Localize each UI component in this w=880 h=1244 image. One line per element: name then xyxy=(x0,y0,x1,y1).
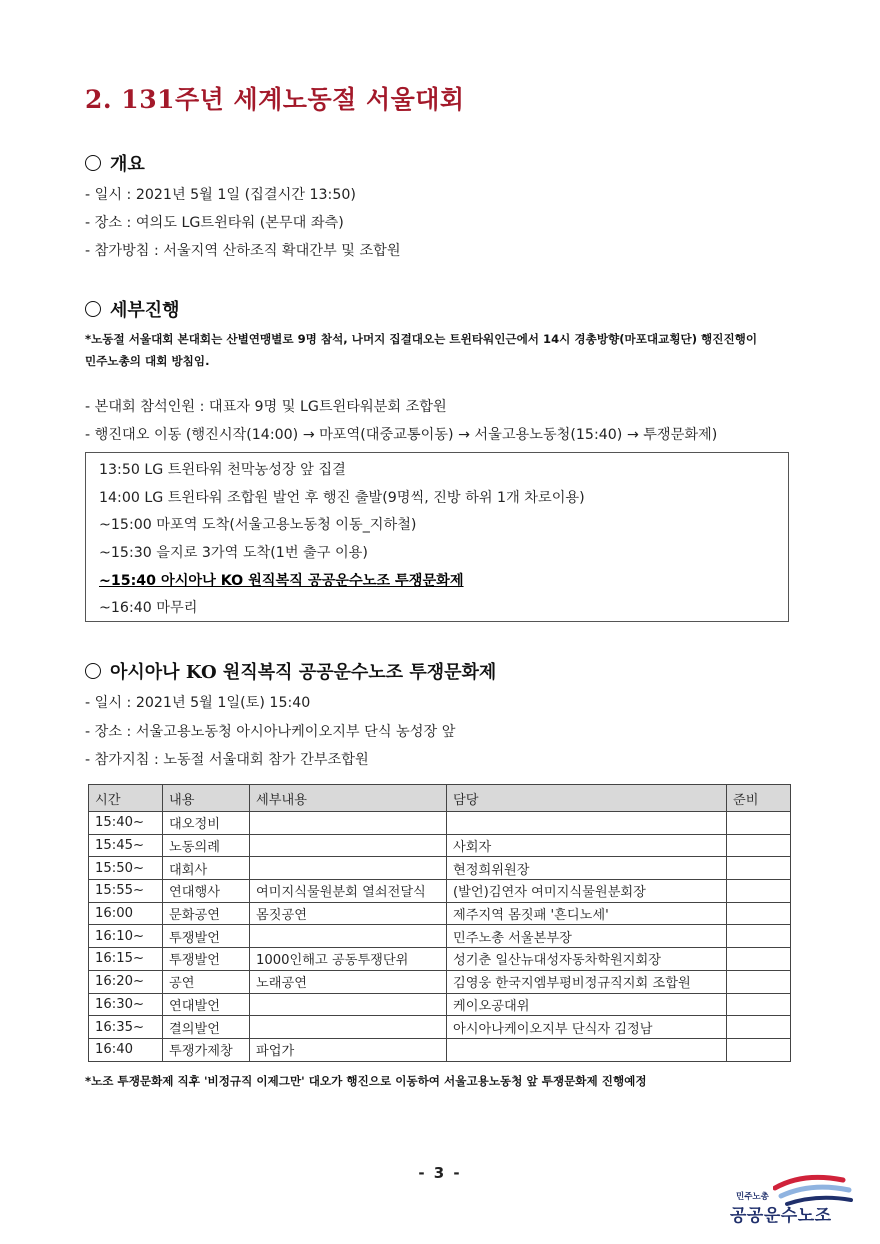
table-cell: 연대발언 xyxy=(163,993,250,1016)
page-title: 2. 131주년 세계노동절 서울대회 xyxy=(85,85,465,114)
table-cell: 16:00 xyxy=(89,902,163,925)
table-cell: 16:35~ xyxy=(89,1016,163,1039)
page-number: - 3 - xyxy=(418,1164,462,1182)
table-cell: 김영웅 한국지엠부평비정규직지회 조합원 xyxy=(447,970,727,993)
festival-line: - 참가지침 : 노동절 서울대회 참가 간부조합원 xyxy=(85,752,369,768)
table-row xyxy=(89,993,791,1016)
festival-heading xyxy=(85,658,496,684)
table-cell: 16:30~ xyxy=(89,993,163,1016)
details-heading-text: 세부진행 xyxy=(110,300,180,321)
table-cell xyxy=(727,925,791,948)
table-cell: 15:40~ xyxy=(89,812,163,835)
table-cell xyxy=(727,1038,791,1061)
table-cell xyxy=(250,925,447,948)
table-cell xyxy=(447,1038,727,1061)
table-cell: 공연 xyxy=(163,970,250,993)
table-cell xyxy=(250,993,447,1016)
festival-program-table xyxy=(88,784,791,1062)
overview-line: - 일시 : 2021년 5월 1일 (집결시간 13:50) xyxy=(85,187,356,203)
details-line: - 행진대오 이동 (행진시작(14:00) → 마포역(대중교통이동) → 서울고용노동청(15:40) → 투쟁문화제) xyxy=(85,427,718,443)
table-cell xyxy=(447,812,727,835)
table-row xyxy=(89,1016,791,1039)
table-cell: 대회사 xyxy=(163,857,250,880)
circle-bullet-icon xyxy=(85,155,101,171)
table-row xyxy=(89,948,791,971)
table-cell xyxy=(250,857,447,880)
table-cell xyxy=(250,1016,447,1039)
table-cell: 투쟁발언 xyxy=(163,948,250,971)
overview-line: - 장소 : 여의도 LG트윈타워 (본무대 좌측) xyxy=(85,215,344,231)
details-note: *노동절 서울대회 본대회는 산별연맹별로 9명 참석, 나머지 집결대오는 트윈타워인근에서 14시 경총방향(마포대교횡단) 행진진행이 xyxy=(85,332,758,346)
table-cell xyxy=(727,834,791,857)
column-header: 준비 xyxy=(727,785,791,812)
table-cell: 1000인해고 공동투쟁단위 xyxy=(250,948,447,971)
table-row xyxy=(89,857,791,880)
union-logo xyxy=(728,1170,858,1225)
column-header: 담당 xyxy=(447,785,727,812)
table-cell: 현정희위원장 xyxy=(447,857,727,880)
table-row xyxy=(89,1038,791,1061)
table-cell xyxy=(250,812,447,835)
table-cell: 15:55~ xyxy=(89,880,163,903)
schedule-item: ~16:40 마무리 xyxy=(99,600,198,617)
table-cell: 16:15~ xyxy=(89,948,163,971)
table-cell: 성기춘 일산뉴대성자동차학원지회장 xyxy=(447,948,727,971)
schedule-item: 13:50 LG 트윈타워 천막농성장 앞 집결 xyxy=(99,462,346,478)
column-header: 세부내용 xyxy=(250,785,447,812)
table-cell: 15:45~ xyxy=(89,834,163,857)
table-cell xyxy=(727,948,791,971)
table-cell: 대오정비 xyxy=(163,812,250,835)
festival-heading-text: 아시아나 KO 원직복직 공공운수노조 투쟁문화제 xyxy=(110,662,497,683)
table-cell: 파업가 xyxy=(250,1038,447,1061)
table-cell xyxy=(727,970,791,993)
table-cell: 투쟁가제창 xyxy=(163,1038,250,1061)
table-cell xyxy=(250,834,447,857)
table-cell xyxy=(727,1016,791,1039)
table-cell: (발언)김연자 여미지식물원분회장 xyxy=(447,880,727,903)
schedule-item: ~15:30 을지로 3가역 도착(1번 출구 이용) xyxy=(99,545,368,562)
table-cell xyxy=(727,902,791,925)
table-cell: 노래공연 xyxy=(250,970,447,993)
table-cell: 제주지역 몸짓패 '흔디노세' xyxy=(447,902,727,925)
table-cell xyxy=(727,880,791,903)
table-cell: 케이오공대위 xyxy=(447,993,727,1016)
logo-main-text: 공공운수노조 xyxy=(730,1206,832,1226)
table-cell xyxy=(727,993,791,1016)
table-cell: 문화공연 xyxy=(163,902,250,925)
table-cell: 15:50~ xyxy=(89,857,163,880)
table-cell: 노동의례 xyxy=(163,834,250,857)
table-cell: 16:10~ xyxy=(89,925,163,948)
table-row xyxy=(89,902,791,925)
table-cell: 16:20~ xyxy=(89,970,163,993)
table-row xyxy=(89,834,791,857)
table-cell: 연대행사 xyxy=(163,880,250,903)
table-row xyxy=(89,880,791,903)
overview-heading xyxy=(85,150,145,176)
table-cell: 민주노총 서울본부장 xyxy=(447,925,727,948)
column-header: 내용 xyxy=(163,785,250,812)
schedule-item-highlight: ~15:40 아시아나 KO 원직복직 공공운수노조 투쟁문화제 xyxy=(99,572,464,589)
logo-small-text: 민주노총 xyxy=(736,1192,769,1202)
table-header-row xyxy=(89,785,791,812)
table-cell: 몸짓공연 xyxy=(250,902,447,925)
festival-note: *노조 투쟁문화제 직후 '비정규직 이제그만' 대오가 행진으로 이동하여 서울고용노동청 앞 투쟁문화제 진행예정 xyxy=(85,1074,647,1088)
table-row xyxy=(89,970,791,993)
table-cell: 여미지식물원분회 열쇠전달식 xyxy=(250,880,447,903)
table-row xyxy=(89,812,791,835)
table-cell: 16:40 xyxy=(89,1038,163,1061)
circle-bullet-icon xyxy=(85,663,101,679)
overview-heading-text: 개요 xyxy=(110,154,145,175)
table-cell xyxy=(727,857,791,880)
festival-line: - 일시 : 2021년 5월 1일(토) 15:40 xyxy=(85,695,311,711)
table-cell: 아시아나케이오지부 단식자 김정남 xyxy=(447,1016,727,1039)
overview-line: - 참가방침 : 서울지역 산하조직 확대간부 및 조합원 xyxy=(85,243,401,259)
march-schedule-box xyxy=(85,452,789,622)
table-cell: 결의발언 xyxy=(163,1016,250,1039)
festival-line: - 장소 : 서울고용노동청 아시아나케이오지부 단식 농성장 앞 xyxy=(85,724,456,740)
table-cell xyxy=(727,812,791,835)
circle-bullet-icon xyxy=(85,301,101,317)
schedule-item: 14:00 LG 트윈타워 조합원 발언 후 행진 출발(9명씩, 진방 하위 1개 차로이용) xyxy=(99,489,585,506)
table-cell: 투쟁발언 xyxy=(163,925,250,948)
table-cell: 사회자 xyxy=(447,834,727,857)
table-row xyxy=(89,925,791,948)
details-line: - 본대회 참석인원 : 대표자 9명 및 LG트윈타워분회 조합원 xyxy=(85,399,447,415)
schedule-item: ~15:00 마포역 도착(서울고용노동청 이동_지하철) xyxy=(99,517,417,534)
column-header: 시간 xyxy=(89,785,163,812)
details-note: 민주노총의 대회 방침임. xyxy=(85,354,210,368)
details-heading xyxy=(85,296,180,322)
